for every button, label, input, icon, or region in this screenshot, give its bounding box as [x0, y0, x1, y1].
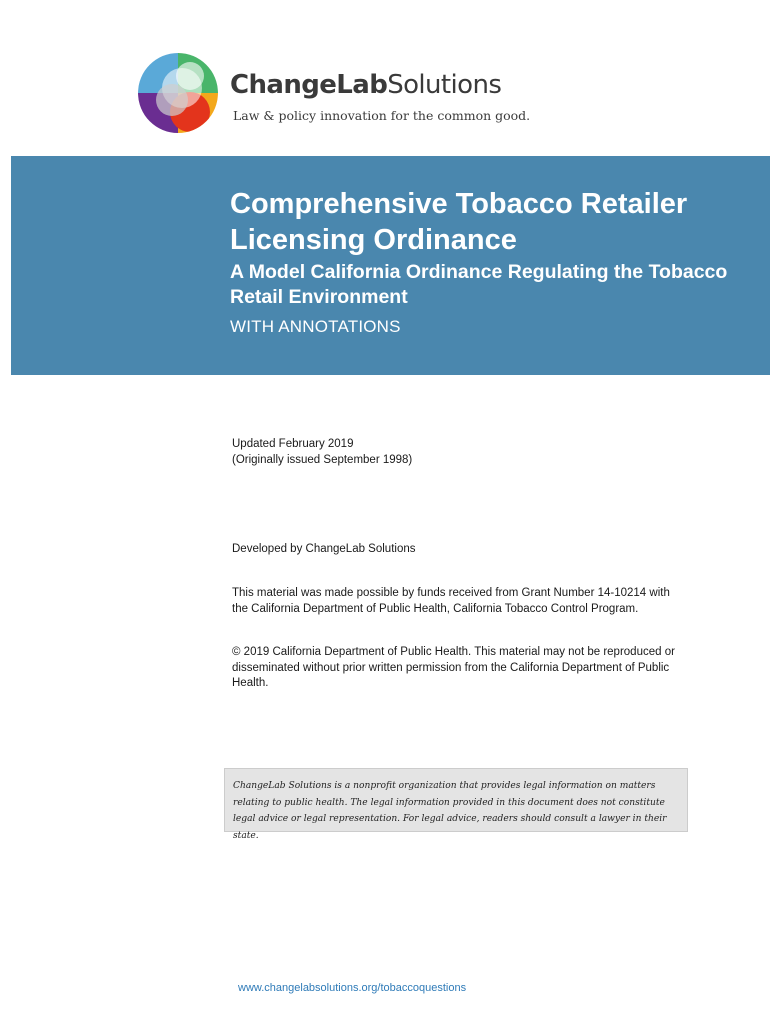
funding-statement: This material was made possible by funds received from Grant Number 14-10214 with the California Department of Public Health, California Tobacco Control Program. [232, 587, 670, 615]
title-banner [11, 156, 770, 375]
brand-name-bold: ChangeLab [230, 70, 388, 100]
document-title: Comprehensive Tobacco Retailer Licensing Ordinance [230, 188, 688, 256]
brand-name-light: Solutions [387, 70, 502, 100]
annotations-label: WITH ANNOTATIONS [230, 317, 401, 336]
footer-link[interactable]: www.changelabsolutions.org/tobaccoquestions [238, 982, 467, 994]
original-issue-date: (Originally issued September 1998) [232, 454, 413, 466]
developed-by: Developed by ChangeLab Solutions [232, 543, 416, 555]
brand-name [230, 72, 501, 98]
updated-date: Updated February 2019 [232, 438, 354, 450]
changelab-logo-icon [138, 52, 218, 134]
disclaimer-text: ChangeLab Solutions is a nonprofit organization that provides legal information on matters relating to public health. The legal information provided in this document does not constitute legal advice or legal representation. For legal advice, readers should consult a lawyer in their state. [233, 781, 667, 841]
document-subtitle: A Model California Ordinance Regulating the Tobacco Retail Environment [230, 261, 728, 308]
copyright-statement: © 2019 California Department of Public Health. This material may not be reproduced or disseminated without prior written permission from the California Department of Public Health. [232, 646, 675, 689]
brand-tagline: Law & policy innovation for the common good. [233, 108, 531, 123]
disclaimer-box [224, 768, 688, 841]
